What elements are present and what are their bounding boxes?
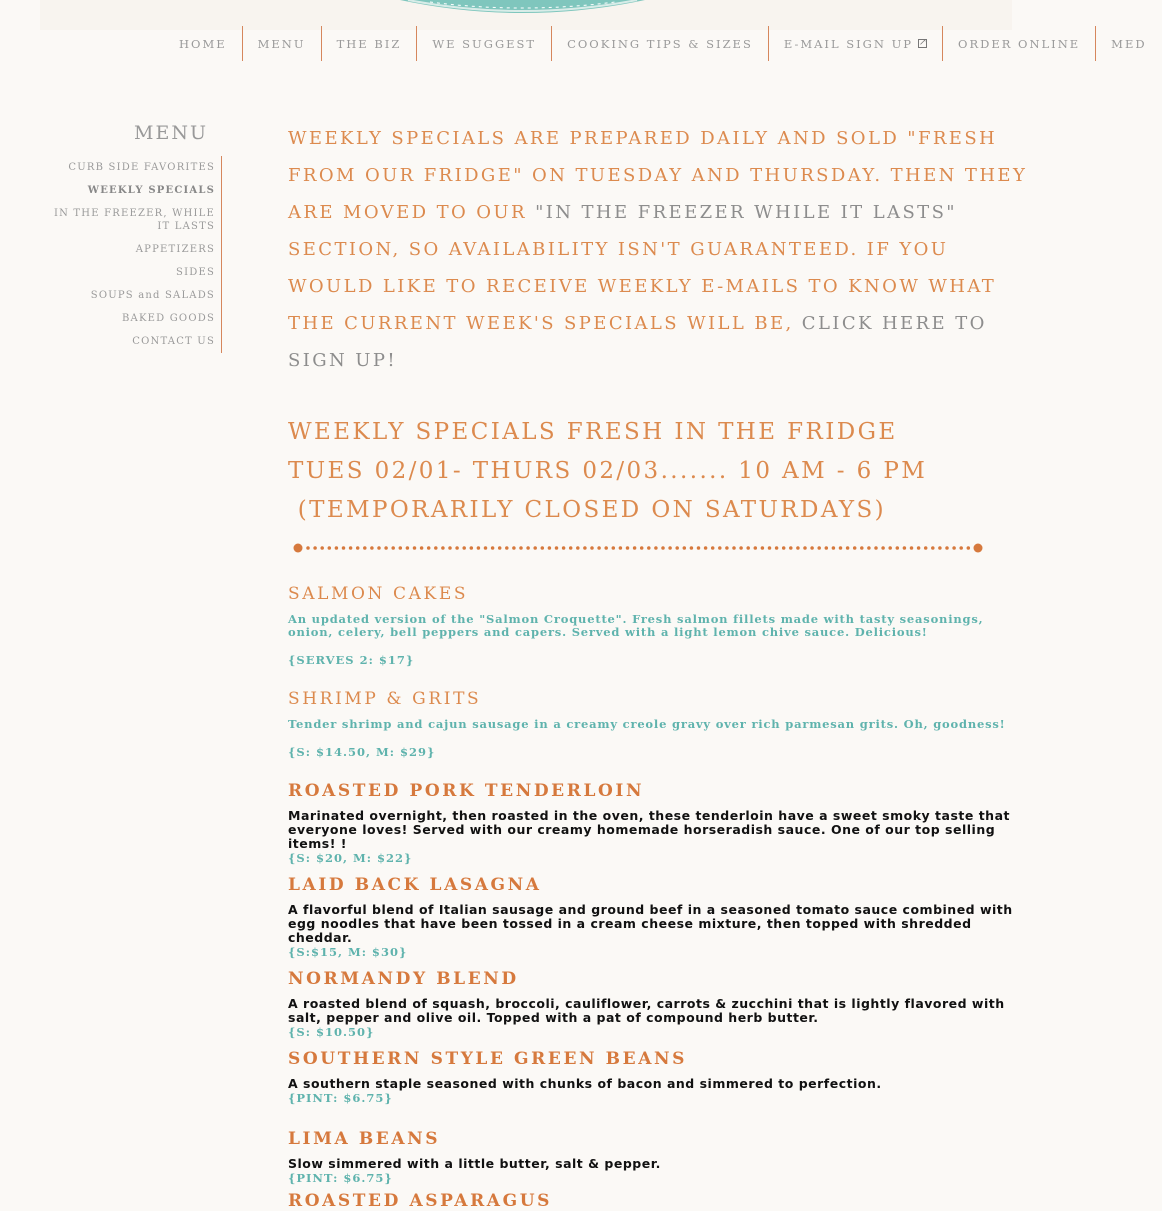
nav-we-suggest-label: WE SUGGEST xyxy=(432,36,537,51)
sidebar-item-appetizers[interactable]: APPETIZERS xyxy=(135,244,215,255)
signup-link[interactable]: CLICK HERE TO SIGN UP! xyxy=(288,313,987,371)
top-nav xyxy=(164,26,1162,61)
nav-the-biz[interactable] xyxy=(321,26,417,61)
item-price: {S: $20, M: $22} xyxy=(288,851,413,865)
sidebar-item-curb-side[interactable]: CURB SIDE FAVORITES xyxy=(68,162,215,173)
intro-paragraph xyxy=(288,120,1028,379)
menu-item xyxy=(288,1049,1028,1105)
item-description: Tender shrimp and cajun sausage in a creamy creole gravy over rich parmesan grits. Oh, goodness! xyxy=(288,717,1006,731)
specials-heading xyxy=(288,413,1028,530)
item-title: SOUTHERN STYLE GREEN BEANS xyxy=(288,1049,688,1069)
item-price: {S:$15, M: $30} xyxy=(288,945,408,959)
item-title: SALMON CAKES xyxy=(288,584,469,604)
sidebar-item-sides[interactable]: SIDES xyxy=(176,267,215,278)
item-title: NORMANDY BLEND xyxy=(288,969,519,989)
sidebar-item-contact[interactable]: CONTACT US xyxy=(132,336,215,347)
specials-note: (TEMPORARILY CLOSED ON SATURDAYS) xyxy=(288,497,887,523)
item-description: A roasted blend of squash, broccoli, cauliflower, carrots & zucchini that is lightly flavored with salt, pepper and olive oil. Topped with a pat of compound herb butter. xyxy=(288,996,1005,1025)
nav-menu-label: MENU xyxy=(257,36,306,51)
item-title: LIMA BEANS xyxy=(288,1129,441,1149)
item-title: LAID BACK LASAGNA xyxy=(288,875,542,895)
nav-email-signup[interactable] xyxy=(768,26,942,61)
item-price: {SERVES 2: $17} xyxy=(288,653,415,667)
nav-order-online[interactable] xyxy=(942,26,1095,61)
intro-text-1: WEEKLY SPECIALS ARE PREPARED DAILY AND SOLD "FRESH FROM OUR FRIDGE" ON TUESDAY AND THURSDAY. THEN THEY ARE MOVED TO OUR xyxy=(288,128,1028,223)
item-description: A flavorful blend of Italian sausage and ground beef in a seasoned tomato sauce combined with egg noodles that have been tossed in a cream cheese mixture, then topped with shredded cheddar. xyxy=(288,902,1013,945)
item-description: An updated version of the "Salmon Croquette". Fresh salmon fillets made with tasty seasonings, onion, celery, bell peppers and capers. Served with a light lemon chive sauce. Delicious! xyxy=(288,612,984,639)
specials-dates: TUES 02/01- THURS 02/03....... 10 AM - 6 PM xyxy=(288,458,928,484)
sidebar-item-soups-salads[interactable]: SOUPS and SALADS xyxy=(90,290,215,301)
external-link-icon: ↗ xyxy=(919,38,929,48)
menu-item xyxy=(288,1129,1028,1185)
menu-item xyxy=(288,969,1028,1039)
nav-we-suggest[interactable] xyxy=(416,26,551,61)
item-price: {S: $14.50, M: $29} xyxy=(288,745,436,759)
nav-media[interactable] xyxy=(1095,26,1161,61)
item-title: ROASTED ASPARAGUS xyxy=(288,1191,553,1211)
nav-cooking-tips-label: COOKING TIPS & SIZES xyxy=(567,36,753,51)
menu-item xyxy=(288,781,1028,865)
item-title: SHRIMP & GRITS xyxy=(288,689,482,709)
nav-email-signup-label: E-MAIL SIGN UP xyxy=(783,36,914,51)
nav-media-label: MED xyxy=(1111,36,1147,51)
menu-item xyxy=(288,1191,1028,1211)
item-price: {S: $10.50} xyxy=(288,1025,375,1039)
intro-text-2: SECTION, SO AVAILABILITY ISN'T GUARANTEED. IF YOU WOULD LIKE TO RECEIVE WEEKLY E-MAILS TO KNOW WHAT THE CURRENT WEEK'S SPECIALS WILL BE, xyxy=(288,239,997,334)
sidebar-menu xyxy=(40,156,222,353)
item-title: ROASTED PORK TENDERLOIN xyxy=(288,781,645,801)
menu-item xyxy=(288,875,1028,959)
nav-home-label: HOME xyxy=(179,36,227,51)
item-description: Slow simmered with a little butter, salt & pepper. xyxy=(288,1156,661,1171)
item-description: A southern staple seasoned with chunks of bacon and simmered to perfection. xyxy=(288,1076,882,1091)
sidebar-item-baked-goods[interactable]: BAKED GOODS xyxy=(122,313,215,324)
nav-the-biz-label: THE BIZ xyxy=(336,36,402,51)
menu-item xyxy=(288,689,1028,759)
menu-item xyxy=(288,584,1028,667)
item-price: {PINT: $6.75} xyxy=(288,1171,393,1185)
nav-order-online-label: ORDER ONLINE xyxy=(958,36,1081,51)
site-logo[interactable] xyxy=(400,0,645,16)
nav-cooking-tips[interactable] xyxy=(551,26,768,61)
dotted-divider xyxy=(294,542,982,554)
specials-title: WEEKLY SPECIALS FRESH IN THE FRIDGE xyxy=(288,419,898,445)
sidebar-title: MENU xyxy=(134,122,208,144)
sidebar-item-weekly-specials[interactable]: WEEKLY SPECIALS xyxy=(87,185,215,196)
item-description: Marinated overnight, then roasted in the oven, these tenderloin have a sweet smoky taste that everyone loves! Served with our creamy homemade horseradish sauce. One of our top selling items! ! xyxy=(288,808,1010,851)
intro-freezer-highlight: "IN THE FREEZER WHILE IT LASTS" xyxy=(535,202,957,223)
item-price: {PINT: $6.75} xyxy=(288,1091,393,1105)
main-content xyxy=(288,120,1028,1211)
sidebar-item-freezer[interactable]: IN THE FREEZER, WHILE IT LASTS xyxy=(53,208,215,232)
nav-home[interactable] xyxy=(164,26,242,61)
nav-menu[interactable] xyxy=(242,26,321,61)
